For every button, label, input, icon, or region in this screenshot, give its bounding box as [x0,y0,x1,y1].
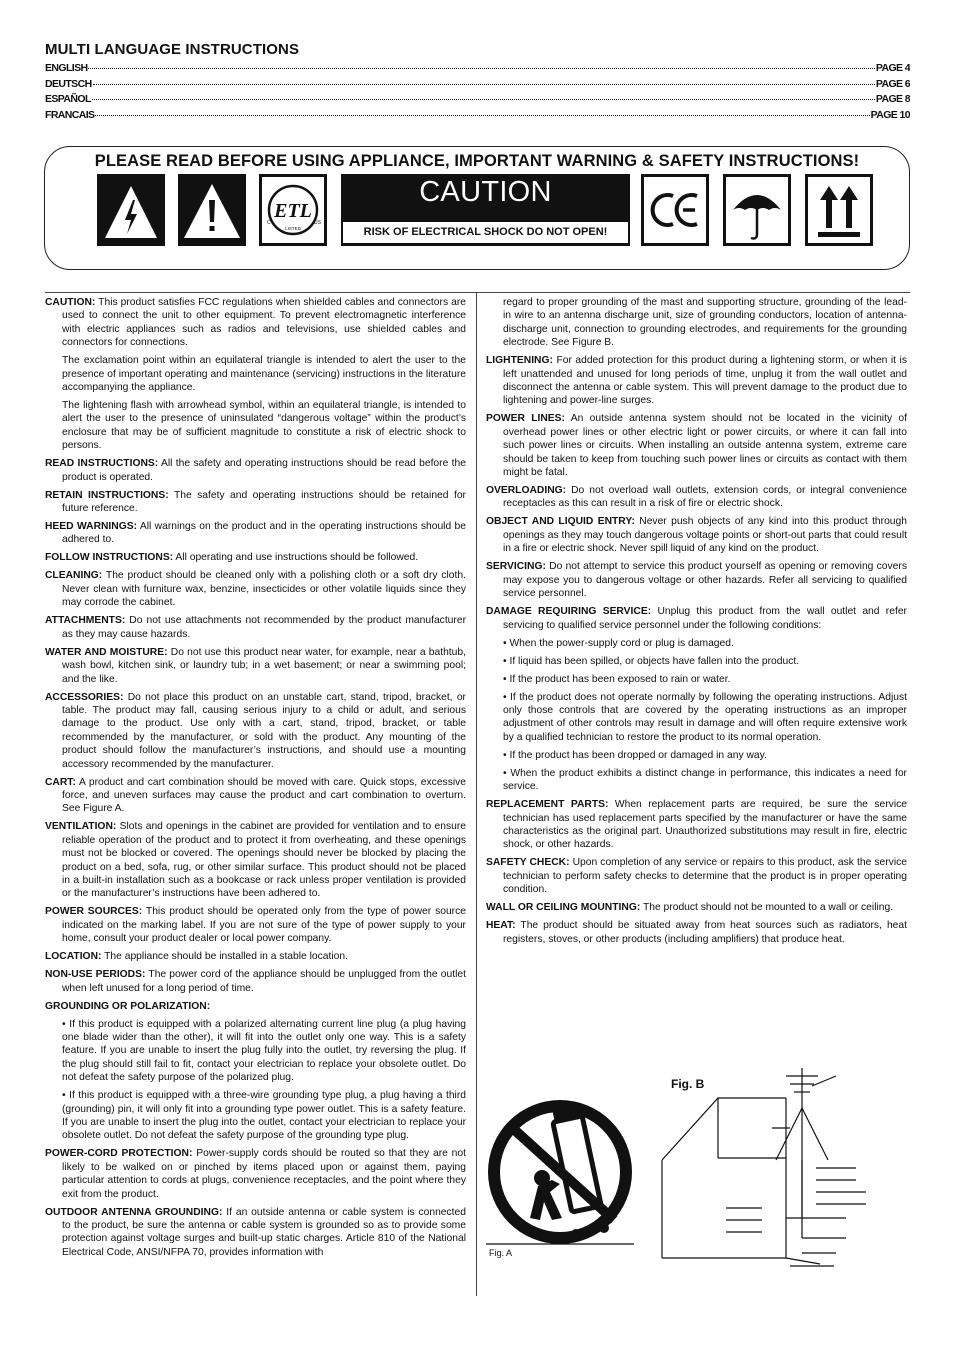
location-paragraph: LOCATION: The appliance should be installed in a stable location. [45,951,348,963]
power-sources-paragraph: POWER SOURCES: This product should be operated only from the type of power source indicated on the marking label. If you are not sure of the type of power supply to your home, consult your product dealer or local power company. [45,906,466,945]
toc-language: FRANCAIS [45,108,95,121]
retain-instructions-paragraph: RETAIN INSTRUCTIONS: The safety and operating instructions should be retained for future reference. [45,489,466,515]
lightening-paragraph: LIGHTENING: For added protection for this product during a lightening storm, or when it is left unattended and unused for long periods of time, unplug it from the wall outlet and disconnect the antenna or cable system. This will prevent damage to the product due to lightening and power-line surges. [486,355,907,407]
toc-leader [92,99,875,100]
damage-bullet: • If liquid has been spilled, or objects have fallen into the product. [503,655,800,667]
safety-warning-box [44,146,910,270]
antenna-grounding-diagram [662,1068,866,1266]
toc-leader [88,68,874,69]
heed-warnings-paragraph: HEED WARNINGS: All warnings on the product and in the operating instructions should be adhered to. [45,521,467,546]
overloading-paragraph: OVERLOADING: Do not overload wall outlets, extension cords, or integral convenience receptacles as this can result in a risk of fire or electric shock. [486,485,907,510]
attachments-paragraph: ATTACHMENTS: Do not use attachments not recommended by the product manufacturer as they may cause hazards. [45,615,466,640]
servicing-paragraph: SERVICING: Do not attempt to service this product yourself as opening or removing covers may expose you to dangerous voltage or other hazards. Refer all servicing to qualified service personnel. [486,561,907,600]
umbrella-icon [723,174,791,246]
wall-mounting-paragraph: WALL OR CEILING MOUNTING: The product should not be mounted to a wall or ceiling. [486,902,894,914]
damage-bullet: • When the product exhibits a distinct change in performance, this indicates a need for service. [503,767,907,793]
toc-entry[interactable] [45,93,910,109]
toc-leader [93,84,875,85]
etl-text: ETL [274,200,312,222]
exclamation-triangle-icon [178,174,246,246]
toc-entry[interactable] [45,109,910,125]
table-of-contents [45,62,910,124]
lightning-paragraph: The lightening flash with arrowhead symbol, within an equilateral triangle, is intended to alert the user to the presence of uninsulated “dangerous voltage” within the product’s enclosure that may be of sufficient magnitude to constitute a risk of electric shock to persons. [62,400,466,452]
follow-instructions-paragraph: FOLLOW INSTRUCTIONS: All operating and use instructions should be followed. [45,552,419,564]
exclamation-paragraph: The exclamation point within an equilateral triangle is intended to alert the user to the presence of important operating and maintenance (servicing) instructions in the literature accompanying the appliance. [62,355,466,394]
read-instructions-paragraph: READ INSTRUCTIONS: All the safety and operating instructions should be read before the product is operated. [45,458,466,483]
toc-entry[interactable] [45,62,910,78]
toc-page: PAGE 10 [870,108,910,121]
ventilation-paragraph: VENTILATION: Slots and openings in the cabinet are provided for ventilation and to ensure reliable operation of the product and to protect it from overheating, and these openings must not be blocked or covered. The openings should never be blocked by placing the product on a bed, sofa, rug, or other similar surface. This product should not be placed in a built-in installation such as a bookcase or rack unless proper ventilation is provided or the manufacturer’s instructions have been adhered to. [45,821,466,900]
object-liquid-paragraph: OBJECT AND LIQUID ENTRY: Never push objects of any kind into this product through openings as they may touch dangerous voltage points or short-out parts that could result in a fire or electric shock. Never spill liquid of any kind on the product. [486,516,907,555]
safety-check-paragraph: SAFETY CHECK: Upon completion of any service or repairs to this product, ask the service technician to perform safety checks to determine that the product is in proper operating condition. [486,857,907,896]
toc-page: PAGE 4 [875,62,910,74]
toc-entry[interactable] [45,78,910,94]
toc-language: ESPAÑOL [45,93,91,105]
antenna-continued-paragraph: regard to proper grounding of the mast and supporting structure, grounding of the lead-in wire to an antenna discharge unit, size of grounding conductors, location of antenna-discharge unit, connection to grounding electrodes, and requirements for the grounding electrode. See Figure B. [503,297,907,349]
damage-bullet: • If the product has been exposed to rain or water. [503,673,731,685]
column-divider [476,292,477,1296]
non-use-paragraph: NON-USE PERIODS: The power cord of the appliance should be unplugged from the outlet when left unused for a long period of time. [45,969,466,994]
toc-page: PAGE 8 [875,93,910,105]
etl-listed-text: LISTED [285,226,301,231]
damage-bullet: • If the product does not operate normally by following the operating instructions. Adjust only those controls that are covered by the operating instructions as an improper adjustment of other controls may result in damage and will often require extensive work by a qualified technician to restore the product to its normal operation. [503,691,907,743]
ce-mark-icon [641,174,709,246]
water-moisture-paragraph: WATER AND MOISTURE: Do not use this product near water, for example, near a bathtub, wash bowl, kitchen sink, or laundry tub; in a wet basement; or near a swimming pool; and the like. [45,646,466,685]
etl-listed-icon [259,174,327,246]
cleaning-paragraph: CLEANING: The product should be cleaned only with a polishing cloth or a soft dry cloth. Never clean with furniture wax, benzine, insecticides or other volatile liquids since they may corrode the cabinet. [45,570,466,609]
right-column [486,296,907,951]
toc-leader [95,115,869,116]
etl-c-text: C [267,220,271,226]
etl-us-text: US [314,220,321,226]
toc-language: ENGLISH [45,62,88,74]
caution-subtext: RISK OF ELECTRICAL SHOCK DO NOT OPEN! [343,222,628,243]
toc-language: DEUTSCH [45,77,92,90]
caution-heading: CAUTION [419,176,552,208]
cart-paragraph: CART: A product and cart combination should be moved with care. Quick stops, excessive force, and uneven surfaces may cause the product and cart combination to overturn. See Figure A. [45,776,467,815]
damage-bullet: • When the power-supply cord or plug is damaged. [503,637,734,649]
grounding-bullet: • If this product is equipped with a three-wire grounding type plug, a plug having a third (grounding) pin, it will only fit into a grounding type power outlet. This is a safety feature. If you are unable to insert the plug into the outlet, contact your electrician to replace your obsolete outlet. Do not defeat the safety purpose of the grounding type plug. [62,1090,466,1142]
damage-service-paragraph: DAMAGE REQUIRING SERVICE: Unplug this product from the wall outlet and refer servicing to qualified service personnel under the following conditions: [486,606,907,631]
caution-paragraph: CAUTION: This product satisfies FCC regulations when shielded cables and connectors are used to connect the unit to other equipment. To prevent electromagnetic interference with electric appliances such as radios and televisions, use shielded cables and connectors for connections. [45,297,466,349]
damage-bullet: • If the product has been dropped or damaged in any way. [503,749,767,761]
power-cord-paragraph: POWER-CORD PROTECTION: Power-supply cords should be routed so that they are not likely to be walked on or pinched by items placed upon or against them, paying particular attention to cords at plugs, convenience receptacles, and the point where they exit from the product. [45,1148,466,1200]
fig-b-label: Fig. B [671,1077,705,1091]
toc-title: MULTI LANGUAGE INSTRUCTIONS [45,41,300,58]
cart-tip-over-icon [486,1100,634,1244]
heat-paragraph: HEAT: The product should be situated away from heat sources such as radiators, heat registers, stoves, or other products (including amplifiers) that produce heat. [486,920,907,945]
grounding-heading: GROUNDING OR POLARIZATION: [45,1000,211,1012]
lightning-triangle-icon [97,174,165,246]
left-column [45,296,466,1264]
warning-title: PLEASE READ BEFORE USING APPLIANCE, IMPORTANT WARNING & SAFETY INSTRUCTIONS! [94,152,860,170]
figures-area [486,1068,910,1294]
power-lines-paragraph: POWER LINES: An outside antenna system should not be located in the vicinity of overhead power lines or other electric light or power circuits, or where it can fall into such power lines or circuits. When installing an outside antenna system, extreme care should be taken to keep from touching such power lines or circuits as contact with them might be fatal. [486,413,908,479]
caution-panel [341,174,630,246]
fig-a-label: Fig. A [489,1248,513,1258]
toc-page: PAGE 6 [875,77,910,90]
accessories-paragraph: ACCESSORIES: Do not place this product on an unstable cart, stand, tripod, bracket, or table. The product may fall, causing serious injury to a child or adult, and serious damage to the product. Use only with a cart, stand, tripod, bracket, or table recommended by the manufacturer, or sold with the product. Any mounting of the product should follow the manufacturer’s instructions, and should use a mounting accessory recommended by the manufacturer. [45,691,466,770]
section-rule [45,292,910,293]
grounding-bullet: • If this product is equipped with a polarized alternating current line plug (a plug having one blade wider than the other), it will fit into the outlet only one way. This is a safety feature. If you are unable to insert the plug fully into the outlet, try reversing the plug. If the plug should still fail to fit, contact your electrician to replace your obsolete outlet. Do not defeat the safety purpose of the polarized plug. [62,1018,466,1084]
replacement-parts-paragraph: REPLACEMENT PARTS: When replacement parts are required, be sure the service technician has used replacement parts specified by the manufacturer or have the same characteristics as the original part. Unauthorized substitutions may result in fire, electric shock, or other hazards. [486,799,907,851]
this-way-up-icon [805,174,873,246]
antenna-grounding-paragraph: OUTDOOR ANTENNA GROUNDING: If an outside antenna or cable system is connected to the product, be sure the antenna or cable system is grounded so as to provide some protection against voltage surges and built-up static charges. Article 810 of the National Electrical Code, ANSI/NFPA 70, provides information with [45,1206,466,1258]
